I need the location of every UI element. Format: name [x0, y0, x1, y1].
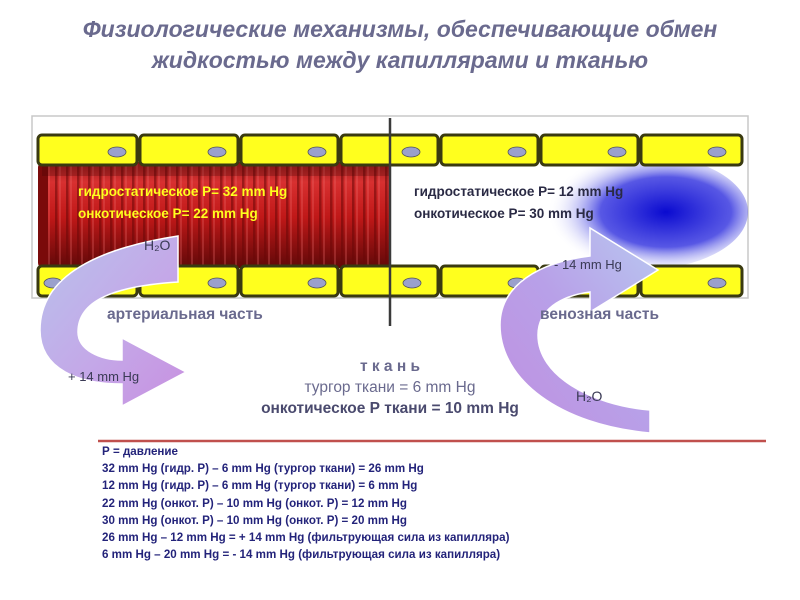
venous-hydrostatic-pressure: гидростатическое P= 12 mm Hg	[414, 184, 624, 199]
legend-line: 22 mm Hg (онкот. Р) – 10 mm Hg (онкот. Р) = 12 mm Hg	[102, 496, 407, 510]
nucleus	[508, 147, 526, 157]
legend-line: 32 mm Hg (гидр. Р) – 6 mm Hg (тургор ткани) = 26 mm Hg	[102, 462, 424, 476]
venous-oncotic-pressure: онкотическое P= 30 mm Hg	[414, 206, 594, 221]
cell	[641, 135, 742, 165]
arterial-oncotic-pressure: онкотическое P= 22 mm Hg	[78, 206, 258, 221]
title-line-2: жидкостью между капиллярами и тканью	[151, 47, 649, 73]
tissue-title: т к а н ь	[359, 358, 421, 375]
title-line-1: Физиологические механизмы, обеспечивающие обмен	[82, 16, 718, 42]
legend-line: Р = давление	[102, 445, 178, 458]
legend-line: 30 mm Hg (онкот. Р) – 10 mm Hg (онкот. Р) = 20 mm Hg	[102, 513, 407, 527]
venous-part-label: венозная часть	[540, 306, 659, 323]
nucleus	[403, 278, 421, 288]
water-label-arterial: H₂O	[144, 237, 171, 253]
tissue-oncotic-pressure: онкотическое Р ткани = 10 mm Hg	[261, 400, 519, 417]
nucleus	[402, 147, 420, 157]
arterial-hydrostatic-pressure: гидростатическое P= 32 mm Hg	[78, 184, 288, 199]
nucleus	[308, 147, 326, 157]
legend-line: 26 mm Hg – 12 mm Hg = + 14 mm Hg (фильтрующая сила из капилляра)	[102, 531, 510, 545]
legend-line: 6 mm Hg – 20 mm Hg = - 14 mm Hg (фильтрующая сила из капилляра)	[102, 548, 501, 562]
legend-line: 12 mm Hg (гидр. Р) – 6 mm Hg (тургор ткани) = 6 mm Hg	[102, 479, 418, 493]
water-label-venous: H₂O	[576, 388, 603, 404]
filtration-value-out: + 14 mm Hg	[68, 369, 140, 384]
calculation-legend	[102, 443, 509, 563]
nucleus	[108, 147, 126, 157]
arterial-part-label: артериальная часть	[107, 306, 263, 323]
nucleus	[608, 147, 626, 157]
tissue-block	[180, 357, 603, 419]
nucleus	[708, 147, 726, 157]
filtration-value-in: - 14 mm Hg	[554, 257, 622, 272]
nucleus	[208, 147, 226, 157]
nucleus	[308, 278, 326, 288]
tissue-turgor: тургор ткани = 6 mm Hg	[304, 379, 476, 396]
nucleus	[208, 278, 226, 288]
